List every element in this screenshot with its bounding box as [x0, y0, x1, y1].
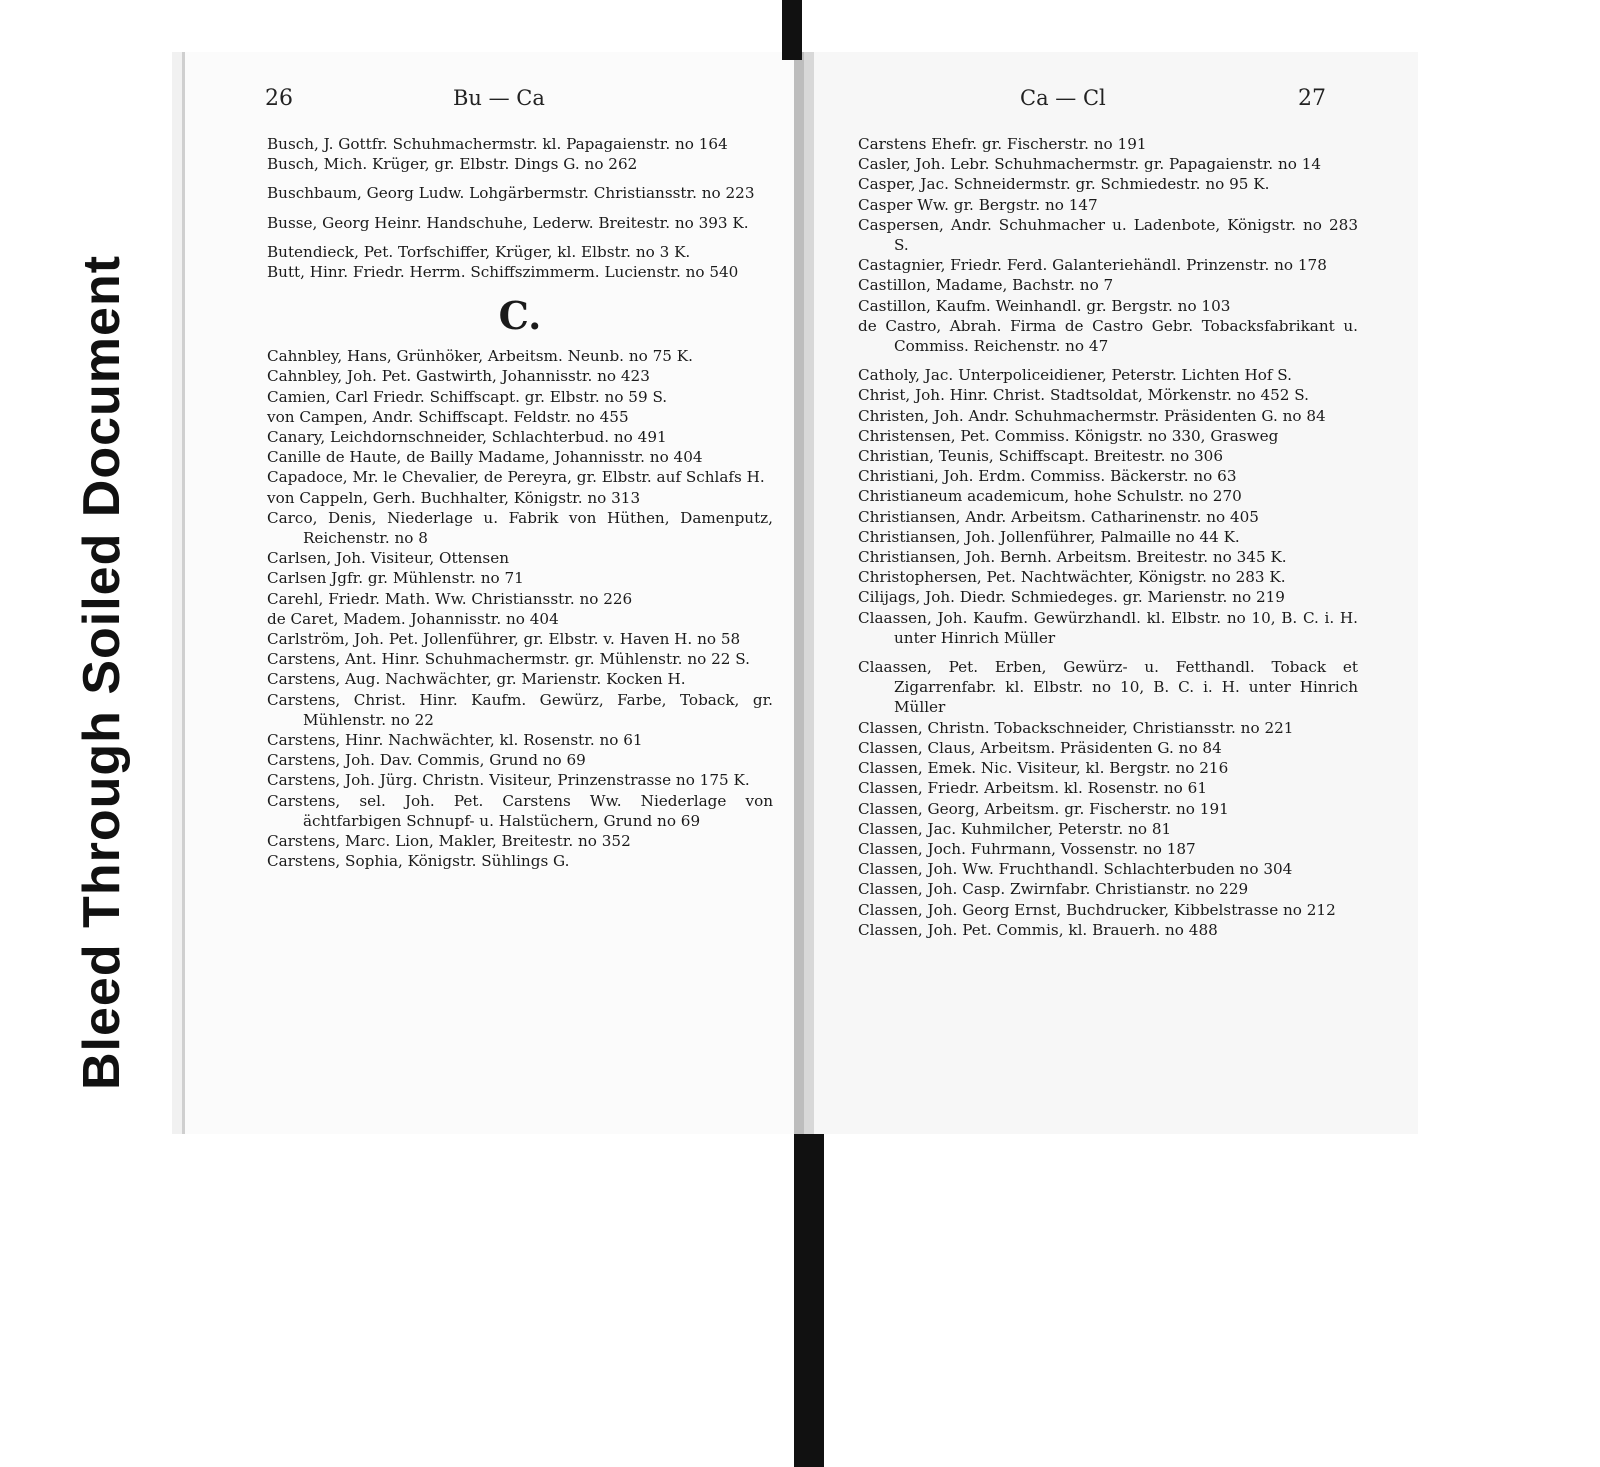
directory-entry: Christiansen, Joh. Bernh. Arbeitsm. Breitestr. no 345 K. [858, 548, 1287, 567]
directory-entry: Christiansen, Joh. Jollenführer, Palmaille no 44 K. [858, 527, 1240, 546]
directory-entry: Classen, Joh. Casp. Zwirnfabr. Christianstr. no 229 [858, 880, 1249, 899]
directory-entry: Carstens, Marc. Lion, Makler, Breitestr. no 352 [267, 832, 631, 851]
side-label: Bleed Through Soiled Document [73, 254, 131, 1090]
directory-entry: Christensen, Pet. Commiss. Königstr. no 330, Grasweg [858, 426, 1279, 445]
right-page-header: Ca — Cl [1020, 86, 1106, 110]
directory-entry: von Campen, Andr. Schiffscapt. Feldstr. no 455 [267, 407, 629, 426]
directory-entry: Classen, Joh. Georg Ernst, Buchdrucker, Kibbelstrasse no 212 [858, 900, 1336, 919]
directory-entry: Classen, Friedr. Arbeitsm. kl. Rosenstr. no 61 [858, 779, 1207, 798]
right-page [814, 52, 1418, 1134]
directory-entry: Carehl, Friedr. Math. Ww. Christiansstr. no 226 [267, 589, 633, 608]
directory-entry: Buschbaum, Georg Ludw. Lohgärbermstr. Christiansstr. no 223 [267, 184, 755, 203]
directory-entry: Canary, Leichdornschneider, Schlachterbud. no 491 [267, 428, 667, 447]
directory-entry: Casler, Joh. Lebr. Schuhmachermstr. gr. Papagaienstr. no 14 [858, 155, 1322, 174]
directory-entry: Carstens, Ant. Hinr. Schuhmachermstr. gr. Mühlenstr. no 22 S. [267, 650, 750, 669]
directory-entry: Casper, Jac. Schneidermstr. gr. Schmiedestr. no 95 K. [858, 175, 1270, 194]
directory-entry: Castillon, Kaufm. Weinhandl. gr. Bergstr. no 103 [858, 296, 1231, 315]
directory-entry: Carstens, Hinr. Nachwächter, kl. Rosenstr. no 61 [267, 731, 643, 750]
directory-entry: Carstens, Joh. Dav. Commis, Grund no 69 [267, 751, 586, 770]
directory-entry: Camien, Carl Friedr. Schiffscapt. gr. Elbstr. no 59 S. [267, 387, 668, 406]
directory-entry: Classen, Joch. Fuhrmann, Vossenstr. no 187 [858, 839, 1196, 858]
right-entry-list [858, 134, 1358, 940]
directory-entry: Claassen, Pet. Erben, Gewürz- u. Fetthandl. Toback et Zigarrenfabr. kl. Elbstr. no 10, B. C. i. H. unter Hinrich Müller [858, 658, 1358, 717]
directory-entry: Busch, Mich. Krüger, gr. Elbstr. Dings G. no 262 [267, 155, 638, 174]
directory-entry: Classen, Christn. Tobackschneider, Christiansstr. no 221 [858, 718, 1294, 737]
directory-entry: Claassen, Joh. Kaufm. Gewürzhandl. kl. Elbstr. no 10, B. C. i. H. unter Hinrich Müller [858, 608, 1358, 647]
right-page-number: 27 [1298, 86, 1326, 111]
directory-entry: Carstens, Christ. Hinr. Kaufm. Gewürz, Farbe, Toback, gr. Mühlenstr. no 22 [267, 690, 773, 729]
directory-entry: Casper Ww. gr. Bergstr. no 147 [858, 195, 1098, 214]
directory-entry: Carstens, Sophia, Königstr. Sühlings G. [267, 852, 570, 871]
directory-entry: Classen, Joh. Pet. Commis, kl. Brauerh. no 488 [858, 920, 1218, 939]
left-entry-list [267, 134, 773, 872]
directory-entry: Cilijags, Joh. Diedr. Schmiedeges. gr. Marienstr. no 219 [858, 588, 1285, 607]
left-page-header: Bu — Ca [453, 86, 545, 110]
directory-entry: Canille de Haute, de Bailly Madame, Johannisstr. no 404 [267, 448, 703, 467]
directory-entry: Caspersen, Andr. Schuhmacher u. Ladenbote, Königstr. no 283 S. [858, 215, 1358, 255]
directory-entry: von Cappeln, Gerh. Buchhalter, Königstr. no 313 [267, 488, 641, 507]
directory-entry: de Castro, Abrah. Firma de Castro Gebr. Tobacksfabrikant u. Commiss. Reichenstr. no 47 [858, 316, 1358, 356]
directory-entry: Classen, Georg, Arbeitsm. gr. Fischerstr. no 191 [858, 799, 1229, 818]
directory-entry: Christophersen, Pet. Nachtwächter, Königstr. no 283 K. [858, 568, 1286, 587]
directory-entry: Carlsen Jgfr. gr. Mühlenstr. no 71 [267, 569, 524, 588]
left-page-number: 26 [265, 86, 293, 111]
directory-entry: Carstens, Joh. Jürg. Christn. Visiteur, Prinzenstrasse no 175 K. [267, 771, 750, 790]
binding-strip [794, 1134, 824, 1467]
directory-entry: Christian, Teunis, Schiffscapt. Breitestr. no 306 [858, 447, 1223, 466]
directory-entry: Catholy, Jac. Unterpoliceidiener, Peterstr. Lichten Hof S. [858, 366, 1293, 385]
directory-entry: Classen, Emek. Nic. Visiteur, kl. Bergstr. no 216 [858, 759, 1229, 778]
directory-entry: Busse, Georg Heinr. Handschuhe, Lederw. Breitestr. no 393 K. [267, 213, 749, 232]
directory-entry: Carlström, Joh. Pet. Jollenführer, gr. Elbstr. v. Haven H. no 58 [267, 630, 741, 649]
directory-entry: Christiansen, Andr. Arbeitsm. Catharinenstr. no 405 [858, 507, 1259, 526]
book-spread [172, 52, 1418, 1134]
directory-entry: Carstens, sel. Joh. Pet. Carstens Ww. Niederlage von ächtfarbigen Schnupf- u. Halstüchern, Grund no 69 [267, 791, 773, 830]
directory-entry: Christen, Joh. Andr. Schuhmachermstr. Präsidenten G. no 84 [858, 406, 1326, 425]
gutter-shadow [794, 52, 804, 1134]
gutter-shadow [804, 52, 814, 1134]
directory-entry: Christianeum academicum, hohe Schulstr. no 270 [858, 487, 1242, 506]
directory-entry: Carco, Denis, Niederlage u. Fabrik von Hüthen, Damenputz, Reichenstr. no 8 [267, 508, 773, 548]
directory-entry: Carstens, Aug. Nachwächter, gr. Marienstr. Kocken H. [267, 670, 686, 689]
directory-entry: Busch, J. Gottfr. Schuhmachermstr. kl. Papagaienstr. no 164 [267, 135, 728, 153]
directory-entry: Capadoce, Mr. le Chevalier, de Pereyra, gr. Elbstr. auf Schlafs H. [267, 468, 765, 487]
directory-entry: Castagnier, Friedr. Ferd. Galanteriehändl. Prinzenstr. no 178 [858, 256, 1327, 275]
directory-entry: Classen, Jac. Kuhmilcher, Peterstr. no 81 [858, 819, 1172, 838]
directory-entry: Christ, Joh. Hinr. Christ. Stadtsoldat, Mörkenstr. no 452 S. [858, 386, 1309, 405]
directory-entry: de Caret, Madem. Johannisstr. no 404 [267, 609, 559, 628]
directory-entry: Carlsen, Joh. Visiteur, Ottensen [267, 549, 509, 568]
section-letter: C. [498, 293, 542, 339]
binding-strip [782, 0, 802, 60]
left-page [182, 52, 797, 1134]
directory-entry: Carstens Ehefr. gr. Fischerstr. no 191 [858, 135, 1147, 153]
directory-entry: Cahnbley, Joh. Pet. Gastwirth, Johannisstr. no 423 [267, 367, 650, 386]
directory-entry: Butendieck, Pet. Torfschiffer, Krüger, kl. Elbstr. no 3 K. [267, 242, 691, 261]
directory-entry: Castillon, Madame, Bachstr. no 7 [858, 276, 1114, 295]
directory-entry: Classen, Claus, Arbeitsm. Präsidenten G. no 84 [858, 738, 1222, 757]
directory-entry: Butt, Hinr. Friedr. Herrm. Schiffszimmerm. Lucienstr. no 540 [267, 263, 739, 282]
directory-entry: Classen, Joh. Ww. Fruchthandl. Schlachterbuden no 304 [858, 860, 1293, 879]
directory-entry: Christiani, Joh. Erdm. Commiss. Bäckerstr. no 63 [858, 467, 1237, 486]
directory-entry: Cahnbley, Hans, Grünhöker, Arbeitsm. Neunb. no 75 K. [267, 347, 693, 366]
